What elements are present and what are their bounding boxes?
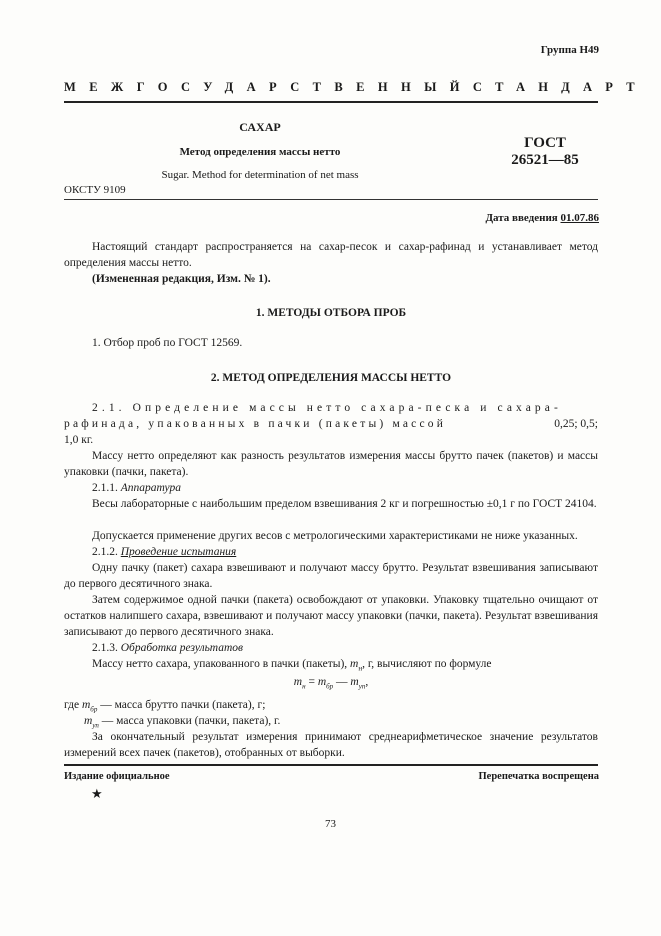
effective-date xyxy=(485,212,599,224)
okstu-code: ОКСТУ 9109 xyxy=(64,184,126,196)
intro-paragraph: Настоящий стандарт распространяется на сахар-песок и сахар-рафинад и устанавливает метод определения массы нетто. xyxy=(64,241,598,269)
h213-number: 2.1.3. xyxy=(92,642,118,654)
h211-number: 2.1.1. xyxy=(92,482,118,494)
formula-lhs: m xyxy=(293,676,303,688)
h211-heading xyxy=(92,480,598,496)
product-name: САХАР xyxy=(239,120,281,134)
p211-paragraph-b: Допускается применение других весов с метрологическими характеристиками не ниже указанных. xyxy=(92,530,578,542)
p213-var-sub: н xyxy=(358,664,363,673)
formula-term2: m xyxy=(350,676,359,688)
formula-minus: — xyxy=(333,676,351,688)
p21-line1 xyxy=(92,400,598,416)
footer-right-text: Перепечатка воспрещена xyxy=(478,771,599,782)
formula-lhs-sub: н xyxy=(302,682,306,691)
where1-text: — масса брутто пачки (пакета), г; xyxy=(97,699,266,711)
h211-title: Аппаратура xyxy=(120,482,181,494)
where1-sub: бр xyxy=(90,705,98,714)
where-word: где xyxy=(64,699,80,711)
formula-term1: m xyxy=(317,676,327,688)
formula-eq: = xyxy=(305,676,318,688)
p213-text-post: , г, вычисляют по формуле xyxy=(362,658,492,670)
title-english: Sugar. Method for determination of net mass xyxy=(161,169,359,181)
where1-var: m xyxy=(81,699,91,711)
banner-rule xyxy=(64,101,598,103)
final-paragraph: За окончательный результат измерения принимают среднеарифметическое значение результатов измерений всех пачек (пакетов), отобранных от выборки. xyxy=(64,731,598,759)
where2-sub: уп xyxy=(92,721,99,730)
formula-term2-sub: уп xyxy=(358,682,366,691)
gost-label: ГОСТ xyxy=(524,135,566,151)
p212-paragraph-a: Одну пачку (пакет) сахара взвешивают и получают массу брутто. Результат взвешивания записывают до первого десятичного знака. xyxy=(64,562,598,590)
section-1-paragraph: 1. Отбор проб по ГОСТ 12569. xyxy=(92,337,243,349)
p213-text-pre: Массу нетто сахара, упакованного в пачки (пакеты), xyxy=(92,658,348,670)
h213-heading xyxy=(92,640,598,656)
title-russian: Метод определения массы нетто xyxy=(179,146,341,158)
p21-paragraph: Массу нетто определяют как разность результатов измерения массы брутто пачек (пакетов) и массы упаковки (пачки, пакета). xyxy=(64,450,598,478)
h212-number: 2.1.2. xyxy=(92,546,118,558)
h212-heading xyxy=(92,544,598,560)
standard-banner xyxy=(64,80,648,95)
p21-line2-tail: 0,25; 0,5; xyxy=(554,418,598,430)
where2-var: m xyxy=(84,715,93,727)
p211-paragraph-a: Весы лабораторные с наибольшим пределом взвешивания 2 кг и погрешностью ±0,1 г по ГОСТ 24104. xyxy=(92,498,597,510)
section-1-title: 1. МЕТОДЫ ОТБОРА ПРОБ xyxy=(255,307,407,319)
header-rule xyxy=(64,199,598,200)
group-code: Группа Н49 xyxy=(540,44,599,56)
date-label: Дата введения xyxy=(485,212,558,224)
h212-title: Проведение испытания xyxy=(120,546,237,558)
formula-end: , xyxy=(365,676,369,688)
intro-edition-note: (Измененная редакция, Изм. № 1). xyxy=(92,273,271,285)
h213-title: Обработка результатов xyxy=(120,642,243,654)
p213-var: m xyxy=(350,658,359,670)
p212-paragraph-b: Затем содержимое одной пачки (пакета) освобождают от упаковки. Упаковку тщательно очищают от остатков налипшего сахара, взвешивают и получают массу упаковки (пачки, пакета). Результат взвешивания записывают до первого десятичного знака. xyxy=(64,594,598,638)
p21-line2-text: рафинада, упакованных в пачки (пакеты) массой xyxy=(64,418,447,430)
formula-term1-sub: бр xyxy=(326,682,334,691)
page-number: 73 xyxy=(325,818,336,830)
banner-word-interstate: МЕЖГОСУДАРСТВЕННЫЙ xyxy=(64,80,473,94)
net-mass-formula xyxy=(64,676,598,690)
p21-line2 xyxy=(64,416,598,432)
where2-text: — масса упаковки (пачки, пакета), г. xyxy=(98,715,281,727)
footer-divider xyxy=(64,764,598,766)
date-value: 01.07.86 xyxy=(560,212,599,224)
footer-left-text: Издание официальное xyxy=(64,771,170,782)
p21-line1-text: 2.1. Определение массы нетто сахара-песка и сахара- xyxy=(92,402,562,414)
section-2-title: 2. МЕТОД ОПРЕДЕЛЕНИЯ МАССЫ НЕТТО xyxy=(210,372,452,384)
gost-number: 26521—85 xyxy=(511,152,579,168)
p21-line3: 1,0 кг. xyxy=(64,434,94,446)
star-icon: ★ xyxy=(91,786,103,801)
banner-word-standard: СТАНДАРТ xyxy=(472,80,648,94)
p213-paragraph xyxy=(92,656,598,676)
